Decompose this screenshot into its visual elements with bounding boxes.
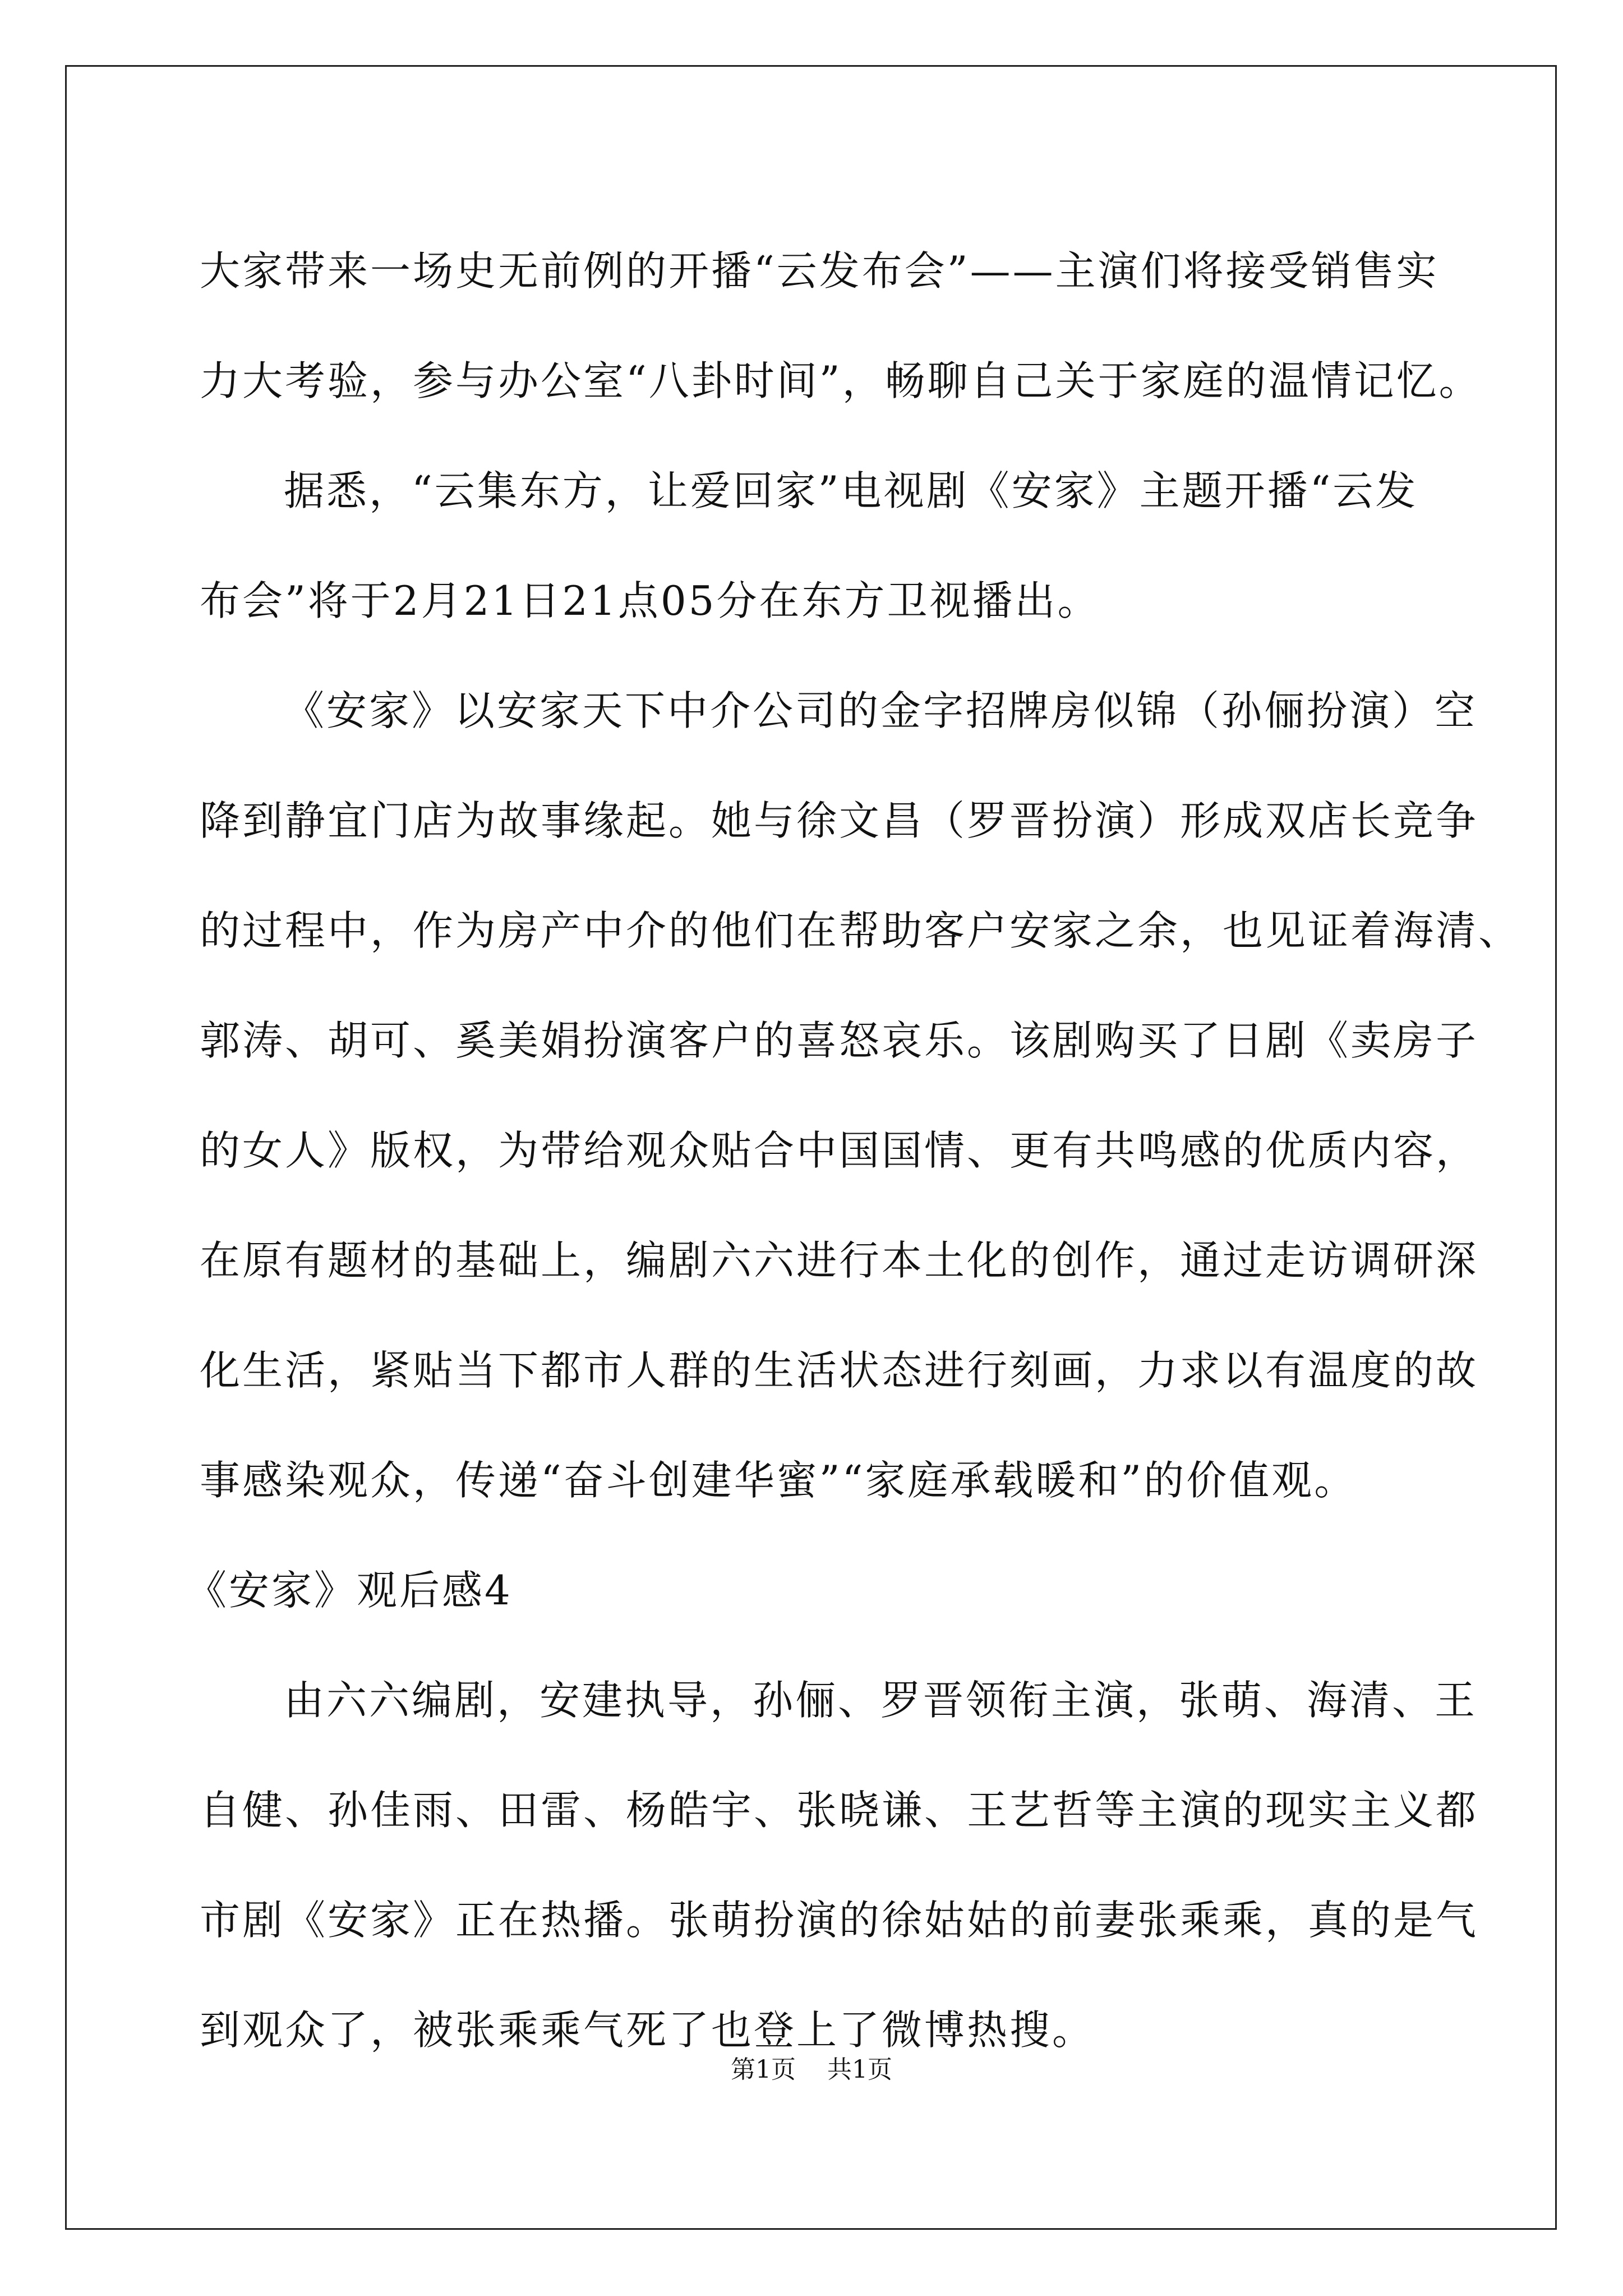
- text-line: 的过程中，作为房产中介的他们在帮助客户安家之余，也见证着海清、: [200, 907, 1521, 954]
- text-line: 在原有题材的基础上，编剧六六进行本土化的创作，通过走访调研深: [200, 1237, 1479, 1284]
- paragraph: [200, 216, 1482, 436]
- text-line: 由六六编剧，安建执导，孙俪、罗晋领衔主演，张萌、海清、王: [284, 1677, 1478, 1724]
- text-line: 化生活，紧贴当下都市人群的生活状态进行刻画，力求以有温度的故: [200, 1347, 1479, 1394]
- text-line: 自健、孙佳雨、田雷、杨皓宇、张晓谦、王艺哲等主演的现实主义都: [200, 1787, 1479, 1834]
- text-line: 降到静宜门店为故事缘起。她与徐文昌（罗晋扮演）形成双店长竞争: [200, 797, 1479, 844]
- text-line: 郭涛、胡可、奚美娟扮演客户的喜怒哀乐。该剧购买了日剧《卖房子: [200, 1017, 1479, 1064]
- text-line: 事感染观众，传递“奋斗创建华蜜”“家庭承载暖和”的价值观。: [200, 1457, 1357, 1504]
- text-line: 力大考验，参与办公室“八卦时间”，畅聊自己关于家庭的温情记忆。: [200, 357, 1482, 404]
- page-footer: 第1页 共1页: [731, 2055, 892, 2084]
- paragraph: [200, 436, 1433, 656]
- text-line: 据悉，“云集东方，让爱回家”电视剧《安家》主题开播“云发: [284, 467, 1418, 514]
- section-heading: 《安家》观后感4: [186, 1567, 513, 1614]
- text-line: 布会”将于2月21日21点05分在东方卫视播出。: [200, 577, 1100, 624]
- text-line: 大家带来一场史无前例的开播“云发布会”——主演们将接受销售实: [200, 247, 1439, 295]
- text-line: 的女人》版权，为带给观众贴合中国国情、更有共鸣感的优质内容，: [200, 1127, 1479, 1174]
- text-line: 到观众了，被张乘乘气死了也登上了微博热搜。: [200, 2007, 1095, 2054]
- paragraph: [200, 656, 1521, 1535]
- text-line: 市剧《安家》正在热播。张萌扮演的徐姑姑的前妻张乘乘，真的是气: [200, 1897, 1479, 1944]
- document-body: [186, 216, 1521, 2085]
- paragraph: [200, 1645, 1479, 2085]
- text-line: 《安家》以安家天下中介公司的金字招牌房似锦（孙俪扮演）空: [284, 687, 1478, 734]
